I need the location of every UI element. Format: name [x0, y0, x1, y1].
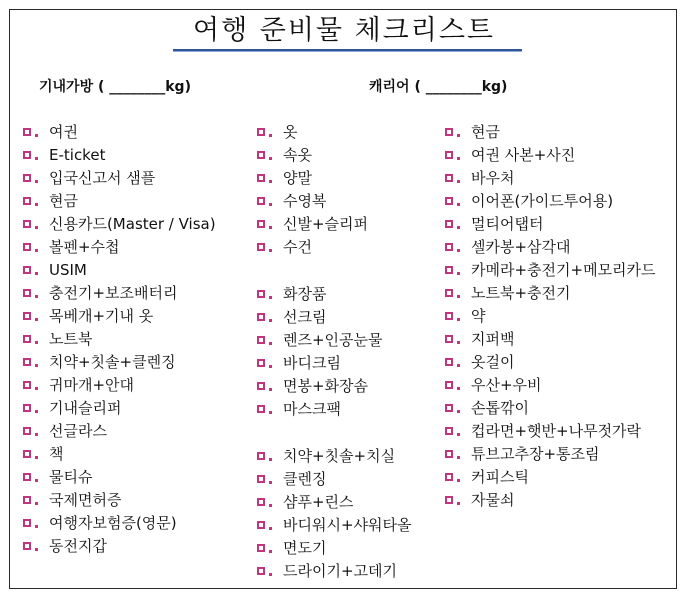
- checkbox-icon[interactable]: [445, 312, 453, 320]
- checklist-item-label: 책: [49, 445, 64, 463]
- bullet-dot-icon: [35, 203, 38, 206]
- checkbox-icon[interactable]: [257, 475, 265, 483]
- bullet-dot-icon: [269, 458, 272, 461]
- checklist-item[interactable]: [23, 352, 176, 372]
- bullet-dot-icon: [269, 527, 272, 530]
- bullet-dot-icon: [457, 456, 460, 459]
- checklist-item[interactable]: [257, 214, 368, 234]
- checkbox-icon[interactable]: [23, 266, 31, 274]
- checklist-item[interactable]: [23, 145, 105, 165]
- checklist-item-label: 멀티어탭터: [471, 215, 544, 233]
- checklist-item[interactable]: [23, 329, 92, 349]
- checklist-item-label: 바디워시+샤워타올: [283, 516, 412, 534]
- checkbox-icon[interactable]: [257, 174, 265, 182]
- checklist-item-label: 신용카드(Master / Visa): [49, 215, 216, 233]
- checkbox-icon[interactable]: [445, 358, 453, 366]
- checklist-item-label: 여권 사본+사진: [471, 146, 576, 164]
- checklist-item-label: 볼펜+수첩: [49, 238, 120, 256]
- checkbox-icon[interactable]: [23, 496, 31, 504]
- checklist-item-label: 면봉+화장솜: [283, 377, 369, 395]
- bullet-dot-icon: [35, 456, 38, 459]
- checklist-item[interactable]: [257, 330, 383, 350]
- checkbox-icon[interactable]: [257, 359, 265, 367]
- bullet-dot-icon: [269, 411, 272, 414]
- checkbox-icon[interactable]: [257, 243, 265, 251]
- checkbox-icon[interactable]: [257, 382, 265, 390]
- bullet-dot-icon: [457, 157, 460, 160]
- suitcase-heading: 캐리어 ( ________kg): [369, 79, 508, 95]
- checklist-item[interactable]: [257, 492, 354, 512]
- bullet-dot-icon: [35, 548, 38, 551]
- bullet-dot-icon: [269, 134, 272, 137]
- checkbox-icon[interactable]: [257, 544, 265, 552]
- bullet-dot-icon: [35, 364, 38, 367]
- checkbox-icon[interactable]: [445, 151, 453, 159]
- checklist-item[interactable]: [23, 467, 92, 487]
- checkbox-icon[interactable]: [445, 243, 453, 251]
- checklist-item-label: 신발+슬리퍼: [283, 215, 369, 233]
- checklist-item[interactable]: [23, 375, 134, 395]
- checkbox-icon[interactable]: [23, 335, 31, 343]
- checkbox-icon[interactable]: [257, 567, 265, 575]
- checklist-item-label: 옷: [283, 123, 298, 141]
- checklist-item-label: 샴푸+린스: [283, 493, 354, 511]
- checklist-item-label: 선크림: [283, 308, 327, 326]
- bullet-dot-icon: [35, 410, 38, 413]
- bullet-dot-icon: [457, 410, 460, 413]
- checklist-item[interactable]: [23, 168, 155, 188]
- checklist-item[interactable]: [257, 145, 312, 165]
- checkbox-icon[interactable]: [257, 521, 265, 529]
- checklist-item-label: E-ticket: [49, 146, 106, 164]
- checklist-item[interactable]: [445, 398, 529, 418]
- page-title: 여행 준비물 체크리스트: [193, 15, 495, 46]
- checklist-item[interactable]: [23, 237, 120, 257]
- bullet-dot-icon: [35, 272, 38, 275]
- checklist-item[interactable]: [445, 122, 500, 142]
- bullet-dot-icon: [35, 226, 38, 229]
- checkbox-icon[interactable]: [23, 519, 31, 527]
- checklist-item[interactable]: [23, 214, 216, 234]
- bullet-dot-icon: [457, 479, 460, 482]
- checkbox-icon[interactable]: [257, 151, 265, 159]
- bullet-dot-icon: [269, 203, 272, 206]
- checkbox-icon[interactable]: [23, 220, 31, 228]
- checklist-item-label: 튜브고추장+통조림: [471, 445, 600, 463]
- checkbox-icon[interactable]: [23, 151, 31, 159]
- bullet-dot-icon: [269, 319, 272, 322]
- checklist-item-label: 치약+칫솔+치실: [283, 447, 396, 465]
- checklist-item[interactable]: [257, 307, 326, 327]
- checklist-item-label: 여권: [49, 123, 78, 141]
- checkbox-icon[interactable]: [445, 473, 453, 481]
- checklist-item[interactable]: [23, 490, 121, 510]
- bullet-dot-icon: [457, 272, 460, 275]
- checklist-item-label: 옷걸이: [471, 353, 515, 371]
- bullet-dot-icon: [269, 504, 272, 507]
- checklist-item-label: USIM: [49, 261, 87, 279]
- checkbox-icon[interactable]: [257, 290, 265, 298]
- checkbox-icon[interactable]: [23, 128, 31, 136]
- checklist-item-label: 목베개+기내 옷: [49, 307, 154, 325]
- checklist-item-label: 렌즈+인공눈물: [283, 331, 383, 349]
- checkbox-icon[interactable]: [445, 427, 453, 435]
- checkbox-icon[interactable]: [23, 473, 31, 481]
- checklist-item-label: 바디크림: [283, 354, 341, 372]
- checklist-item[interactable]: [445, 145, 575, 165]
- checkbox-icon[interactable]: [445, 266, 453, 274]
- checklist-item-label: 마스크팩: [283, 400, 341, 418]
- checklist-item-label: 국제면허증: [49, 491, 122, 509]
- bullet-dot-icon: [35, 249, 38, 252]
- checklist-item-label: 면도기: [283, 539, 327, 557]
- checklist-item-label: 손톱깎이: [471, 399, 529, 417]
- bullet-dot-icon: [35, 134, 38, 137]
- bullet-dot-icon: [35, 433, 38, 436]
- checklist-item[interactable]: [445, 329, 514, 349]
- checklist-item[interactable]: [257, 168, 312, 188]
- checklist-item[interactable]: [445, 260, 656, 280]
- checklist-item[interactable]: [445, 421, 641, 441]
- checklist-item[interactable]: [23, 513, 177, 533]
- checklist-item[interactable]: [257, 469, 326, 489]
- checklist-item-label: 동전지갑: [49, 537, 107, 555]
- checklist-item[interactable]: [445, 306, 486, 326]
- checklist-item[interactable]: [23, 306, 153, 326]
- checklist-item[interactable]: [23, 398, 121, 418]
- checklist-item-label: 카메라+충전기+메모리카드: [471, 261, 656, 279]
- bullet-dot-icon: [457, 341, 460, 344]
- bullet-dot-icon: [269, 249, 272, 252]
- bullet-dot-icon: [457, 433, 460, 436]
- bullet-dot-icon: [35, 157, 38, 160]
- checklist-item[interactable]: [257, 191, 326, 211]
- bullet-dot-icon: [269, 573, 272, 576]
- checklist-item-label: 클렌징: [283, 470, 327, 488]
- checkbox-icon[interactable]: [257, 313, 265, 321]
- checklist-item[interactable]: [23, 122, 78, 142]
- checklist-item[interactable]: [445, 375, 542, 395]
- bullet-dot-icon: [35, 387, 38, 390]
- checkbox-icon[interactable]: [23, 197, 31, 205]
- checkbox-icon[interactable]: [23, 312, 31, 320]
- checklist-item-label: 약: [471, 307, 486, 325]
- checklist-item[interactable]: [23, 421, 107, 441]
- bullet-dot-icon: [457, 295, 460, 298]
- checklist-item-label: 셀카봉+삼각대: [471, 238, 571, 256]
- checkbox-icon[interactable]: [445, 496, 453, 504]
- checklist-item[interactable]: [257, 446, 395, 466]
- checklist-item-label: 화장품: [283, 285, 327, 303]
- checklist-item-label: 컵라면+햇반+나무젓가락: [471, 422, 642, 440]
- checklist-item-label: 현금: [471, 123, 500, 141]
- checklist-item[interactable]: [23, 191, 78, 211]
- checklist-item-label: 선글라스: [49, 422, 107, 440]
- bullet-dot-icon: [457, 203, 460, 206]
- bullet-dot-icon: [269, 180, 272, 183]
- checkbox-icon[interactable]: [257, 197, 265, 205]
- checklist-item[interactable]: [257, 515, 412, 535]
- checkbox-icon[interactable]: [23, 174, 31, 182]
- bullet-dot-icon: [269, 157, 272, 160]
- checklist-item-label: 입국신고서 샘플: [49, 169, 156, 187]
- checklist-item[interactable]: [257, 376, 368, 396]
- checkbox-icon[interactable]: [23, 243, 31, 251]
- checkbox-icon[interactable]: [23, 381, 31, 389]
- checkbox-icon[interactable]: [257, 220, 265, 228]
- checklist-item-label: 현금: [49, 192, 78, 210]
- checklist-item-label: 지퍼백: [471, 330, 515, 348]
- checklist-item-label: 충전기+보조배터리: [49, 284, 178, 302]
- checklist-item[interactable]: [257, 538, 326, 558]
- bullet-dot-icon: [35, 180, 38, 183]
- checklist-item-label: 우산+우비: [471, 376, 542, 394]
- checklist-item[interactable]: [257, 237, 312, 257]
- checklist-item-label: 드라이기+고데기: [283, 562, 397, 580]
- checklist-item-label: 노트북: [49, 330, 93, 348]
- checklist-item-label: 치약+칫솔+클렌징: [49, 353, 176, 371]
- bullet-dot-icon: [269, 481, 272, 484]
- checklist-item-label: 자물쇠: [471, 491, 515, 509]
- checkbox-icon[interactable]: [445, 289, 453, 297]
- checklist-item-label: 수영복: [283, 192, 327, 210]
- checklist-item-label: 물티슈: [49, 468, 93, 486]
- bullet-dot-icon: [269, 296, 272, 299]
- checklist-item[interactable]: [445, 168, 514, 188]
- checkbox-icon[interactable]: [445, 381, 453, 389]
- bullet-dot-icon: [269, 365, 272, 368]
- checklist-item[interactable]: [445, 490, 514, 510]
- bullet-dot-icon: [457, 364, 460, 367]
- checkbox-icon[interactable]: [257, 405, 265, 413]
- bullet-dot-icon: [457, 180, 460, 183]
- bullet-dot-icon: [269, 550, 272, 553]
- checklist-item[interactable]: [23, 444, 64, 464]
- checklist-item-label: 노트북+충전기: [471, 284, 571, 302]
- checklist-item[interactable]: [445, 467, 529, 487]
- checklist-item[interactable]: [445, 191, 613, 211]
- checklist-item[interactable]: [23, 260, 87, 280]
- checklist-item[interactable]: [445, 214, 543, 234]
- checkbox-icon[interactable]: [445, 404, 453, 412]
- checklist-item-label: 이어폰(가이드투어용): [471, 192, 614, 210]
- bullet-dot-icon: [35, 525, 38, 528]
- checkbox-icon[interactable]: [445, 220, 453, 228]
- bullet-dot-icon: [35, 502, 38, 505]
- bullet-dot-icon: [457, 318, 460, 321]
- checklist-item-label: 수건: [283, 238, 312, 256]
- checklist-item-label: 귀마개+안대: [49, 376, 135, 394]
- bullet-dot-icon: [35, 295, 38, 298]
- bullet-dot-icon: [457, 502, 460, 505]
- checkbox-icon[interactable]: [445, 128, 453, 136]
- title-underline: [173, 49, 522, 52]
- bullet-dot-icon: [269, 342, 272, 345]
- bullet-dot-icon: [35, 318, 38, 321]
- checklist-item[interactable]: [23, 283, 178, 303]
- checklist-item[interactable]: [257, 122, 298, 142]
- checkbox-icon[interactable]: [257, 336, 265, 344]
- checklist-item-label: 기내슬리퍼: [49, 399, 122, 417]
- checklist-item-label: 속옷: [283, 146, 312, 164]
- bullet-dot-icon: [35, 479, 38, 482]
- checklist-item-label: 양말: [283, 169, 312, 187]
- checklist-item-label: 커피스틱: [471, 468, 529, 486]
- bullet-dot-icon: [269, 388, 272, 391]
- bullet-dot-icon: [457, 134, 460, 137]
- checkbox-icon[interactable]: [23, 450, 31, 458]
- checkbox-icon[interactable]: [445, 450, 453, 458]
- checklist-item-label: 여행자보험증(영문): [49, 514, 177, 532]
- checklist-item[interactable]: [257, 399, 341, 419]
- checklist-item[interactable]: [445, 283, 571, 303]
- bullet-dot-icon: [269, 226, 272, 229]
- bullet-dot-icon: [457, 249, 460, 252]
- bullet-dot-icon: [35, 341, 38, 344]
- checkbox-icon[interactable]: [257, 498, 265, 506]
- checklist-item[interactable]: [257, 561, 397, 581]
- checklist-item[interactable]: [445, 444, 600, 464]
- carry-on-heading: 기내가방 ( ________kg): [39, 79, 191, 95]
- checkbox-icon[interactable]: [23, 358, 31, 366]
- bullet-dot-icon: [457, 226, 460, 229]
- checkbox-icon[interactable]: [23, 289, 31, 297]
- checkbox-icon[interactable]: [23, 404, 31, 412]
- checklist-item-label: 바우처: [471, 169, 515, 187]
- checklist-item[interactable]: [445, 237, 571, 257]
- checklist-item[interactable]: [445, 352, 514, 372]
- checkbox-icon[interactable]: [445, 335, 453, 343]
- checkbox-icon[interactable]: [23, 542, 31, 550]
- checkbox-icon[interactable]: [445, 197, 453, 205]
- checklist-item[interactable]: [23, 536, 107, 556]
- checkbox-icon[interactable]: [23, 427, 31, 435]
- checkbox-icon[interactable]: [257, 128, 265, 136]
- checkbox-icon[interactable]: [445, 174, 453, 182]
- bullet-dot-icon: [457, 387, 460, 390]
- checklist-item[interactable]: [257, 284, 326, 304]
- checkbox-icon[interactable]: [257, 452, 265, 460]
- checklist-item[interactable]: [257, 353, 341, 373]
